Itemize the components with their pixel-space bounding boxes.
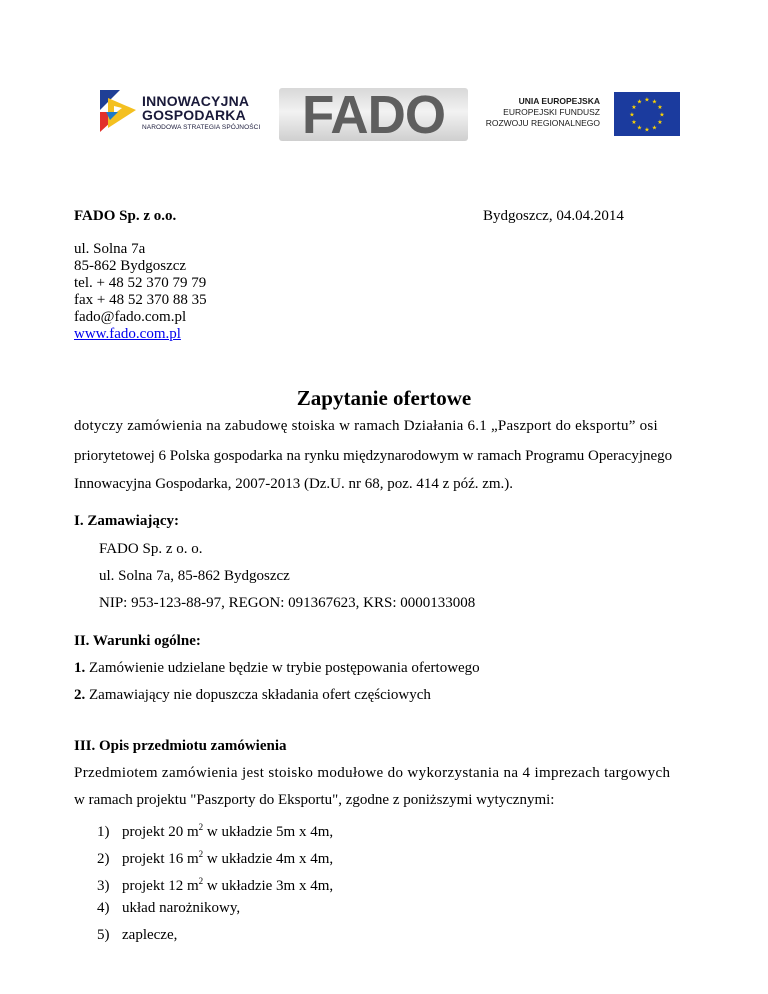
list-item-text: projekt 20 m	[122, 824, 199, 840]
section1-heading: I. Zamawiający:	[74, 513, 179, 529]
eu-line3: ROZWOJU REGIONALNEGO	[485, 118, 600, 128]
list-item-sup: 2	[198, 822, 204, 832]
svg-text:★: ★	[657, 119, 663, 126]
eu-logo	[485, 92, 680, 136]
section2-heading: II. Warunki ogólne:	[74, 633, 201, 649]
list-item-num: 2)	[97, 851, 110, 867]
svg-text:★: ★	[651, 124, 658, 132]
section2-item-1-num: 1.	[74, 660, 86, 676]
section1-line-3: NIP: 953-123-88-97, REGON: 091367623, KRS: 0000133008	[99, 595, 476, 611]
eu-flag-icon	[614, 92, 680, 136]
intro-line-1: dotyczy zamówienia na zabudowę stoiska w ramach Działania 6.1 „Paszport do eksportu” osi	[74, 418, 658, 434]
section3-intro-1: Przedmiotem zamówienia jest stoisko modułowe do wykorzystania na 4 imprezach targowych	[74, 765, 671, 781]
section2-item-1-text: Zamówienie udzielane będzie w trybie postępowania ofertowego	[85, 660, 480, 676]
svg-text:★: ★	[631, 104, 637, 111]
email: fado@fado.com.pl	[74, 309, 187, 325]
list-item-num: 4)	[97, 900, 110, 916]
ig-emblem-icon	[100, 90, 138, 132]
company-name: FADO Sp. z o.o.	[74, 208, 177, 224]
list-item-text: projekt 16 m	[122, 851, 199, 867]
list-item	[97, 927, 177, 944]
list-item-num: 5)	[97, 927, 110, 943]
ig-title-line1: INNOWACYJNA	[142, 93, 250, 109]
svg-text:★: ★	[644, 96, 650, 104]
ig-title-line2: GOSPODARKA	[142, 107, 246, 123]
svg-text:★: ★	[631, 119, 637, 126]
phone: tel. + 48 52 370 79 79	[74, 275, 207, 291]
section1-line-2: ul. Solna 7a, 85-862 Bydgoszcz	[99, 568, 290, 584]
section3-intro-2: w ramach projektu "Paszporty do Eksportu", zgodne z poniższymi wytycznymi:	[74, 792, 555, 808]
section2-item-2-num: 2.	[74, 687, 86, 703]
ig-subtitle: NARODOWA STRATEGIA SPÓJNOŚCI	[142, 124, 261, 131]
list-item-post: w układzie 4m x 4m,	[203, 851, 334, 867]
svg-text:★: ★	[657, 104, 663, 111]
address-street: ul. Solna 7a	[74, 241, 146, 257]
section3-heading: III. Opis przedmiotu zamówienia	[74, 738, 287, 754]
svg-text:★: ★	[636, 98, 643, 106]
list-item	[97, 900, 240, 917]
section2-item-2	[74, 687, 431, 704]
intro-line-2: priorytetowej 6 Polska gospodarka na rynku międzynarodowym w ramach Programu Operacyjnego	[74, 448, 673, 464]
eu-line2: EUROPEJSKI FUNDUSZ	[503, 107, 600, 117]
section1-line-1: FADO Sp. z o. o.	[99, 541, 203, 557]
svg-text:★: ★	[659, 111, 665, 119]
address-city: 85-862 Bydgoszcz	[74, 258, 187, 274]
list-item-post: w układzie 5m x 4m,	[203, 824, 334, 840]
fax: fax + 48 52 370 88 35	[74, 292, 207, 308]
list-item	[97, 846, 333, 868]
svg-text:★: ★	[636, 124, 643, 132]
svg-text:★: ★	[629, 111, 635, 119]
eu-line1: UNIA EUROPEJSKA	[518, 96, 600, 106]
list-item-sup: 2	[198, 876, 204, 886]
place-date: Bydgoszcz, 04.04.2014	[483, 208, 624, 224]
list-item-sup: 2	[198, 849, 204, 859]
list-item	[97, 873, 333, 895]
intro-line-3: Innowacyjna Gospodarka, 2007-2013 (Dz.U. nr 68, poz. 414 z póź. zm.).	[74, 476, 514, 492]
section2-item-2-text: Zamawiający nie dopuszcza składania ofert częściowych	[85, 687, 431, 703]
document-title: Zapytanie ofertowe	[296, 386, 472, 410]
list-item-text: zaplecze,	[122, 927, 178, 943]
list-item-text: układ narożnikowy,	[122, 900, 241, 916]
list-item-num: 3)	[97, 878, 110, 894]
list-item-post: w układzie 3m x 4m,	[203, 878, 334, 894]
section2-item-1	[74, 660, 480, 677]
svg-text:★: ★	[644, 126, 650, 134]
innowacyjna-gospodarka-logo	[100, 88, 270, 136]
fado-logo	[279, 85, 468, 145]
list-item	[97, 819, 333, 841]
list-item-text: projekt 12 m	[122, 878, 199, 894]
website-link[interactable]: www.fado.com.pl	[74, 326, 181, 342]
list-item-num: 1)	[97, 824, 110, 840]
fado-logo-text: FADO	[301, 85, 446, 145]
svg-text:★: ★	[651, 98, 658, 106]
